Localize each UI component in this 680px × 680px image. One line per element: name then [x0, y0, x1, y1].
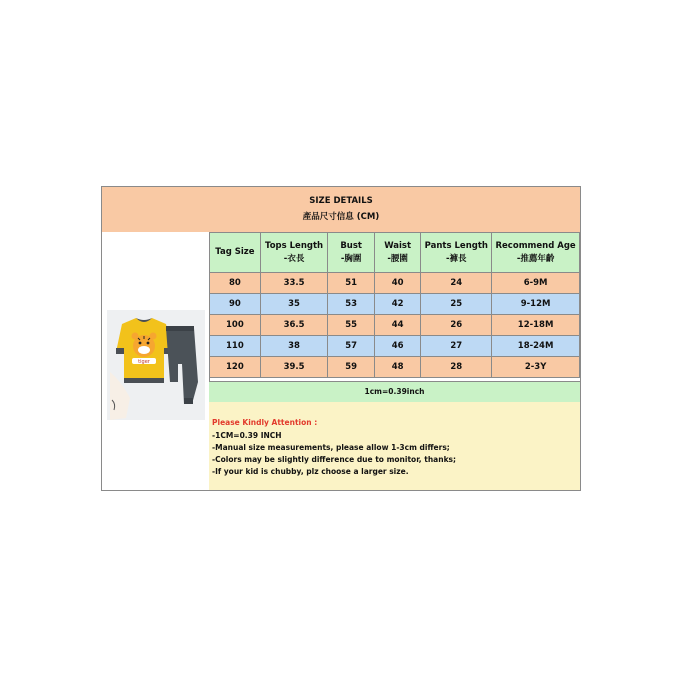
cell-bust: 55 — [328, 315, 375, 336]
size-details-header — [102, 187, 580, 233]
cell-waist: 48 — [374, 357, 421, 378]
note-line: -1CM=0.39 INCH — [212, 431, 282, 440]
cell-tops-length: 38 — [260, 336, 328, 357]
cell-tops-length: 36.5 — [260, 315, 328, 336]
cell-tops-length: 35 — [260, 294, 328, 315]
product-photo-cell — [102, 232, 210, 490]
unit-conversion-note: 1cm=0.39inch — [209, 381, 580, 403]
product-photo — [102, 232, 209, 490]
cell-pants-length: 25 — [421, 294, 492, 315]
cell-recommend-age: 6-9M — [492, 273, 580, 294]
table-row — [210, 315, 580, 336]
cell-pants-length: 26 — [421, 315, 492, 336]
table-header-row — [210, 233, 580, 273]
header-tag-size: Tag Size — [210, 233, 261, 273]
table-row — [210, 294, 580, 315]
cell-tag-size: 80 — [210, 273, 261, 294]
cell-bust: 59 — [328, 357, 375, 378]
cell-waist: 44 — [374, 315, 421, 336]
table-row — [210, 357, 580, 378]
cell-recommend-age: 2-3Y — [492, 357, 580, 378]
header-bust: Bust -胸圍 — [328, 233, 375, 273]
attention-notes — [209, 402, 580, 490]
table-row — [210, 273, 580, 294]
svg-text:tiger: tiger — [138, 359, 150, 365]
size-chart — [101, 186, 581, 491]
cell-waist: 46 — [374, 336, 421, 357]
cell-tag-size: 120 — [210, 357, 261, 378]
title-english: SIZE DETAILS — [309, 196, 373, 206]
cell-recommend-age: 12-18M — [492, 315, 580, 336]
cell-bust: 53 — [328, 294, 375, 315]
cell-recommend-age: 9-12M — [492, 294, 580, 315]
cell-pants-length: 27 — [421, 336, 492, 357]
cell-recommend-age: 18-24M — [492, 336, 580, 357]
cell-waist: 42 — [374, 294, 421, 315]
cell-bust: 51 — [328, 273, 375, 294]
note-line: -If your kid is chubby, plz choose a larger size. — [212, 467, 409, 476]
size-table — [209, 232, 580, 378]
header-recommend-age: Recommend Age -推薦年齡 — [492, 233, 580, 273]
note-line: -Manual size measurements, please allow 1-3cm differs; — [212, 443, 450, 452]
cell-bust: 57 — [328, 336, 375, 357]
header-waist: Waist -腰圍 — [374, 233, 421, 273]
note-line: -Colors may be slightly difference due to monitor, thanks; — [212, 455, 457, 464]
attention-heading: Please Kindly Attention : — [212, 418, 318, 427]
cell-tag-size: 100 — [210, 315, 261, 336]
header-tops-length: Tops Length -衣長 — [260, 233, 328, 273]
cell-pants-length: 28 — [421, 357, 492, 378]
cell-tops-length: 39.5 — [260, 357, 328, 378]
title-chinese: 產品尺寸信息 (CM) — [302, 212, 380, 222]
cell-waist: 40 — [374, 273, 421, 294]
cell-tag-size: 90 — [210, 294, 261, 315]
table-row — [210, 336, 580, 357]
cell-pants-length: 24 — [421, 273, 492, 294]
cell-tag-size: 110 — [210, 336, 261, 357]
cell-tops-length: 33.5 — [260, 273, 328, 294]
header-pants-length: Pants Length -褲長 — [421, 233, 492, 273]
